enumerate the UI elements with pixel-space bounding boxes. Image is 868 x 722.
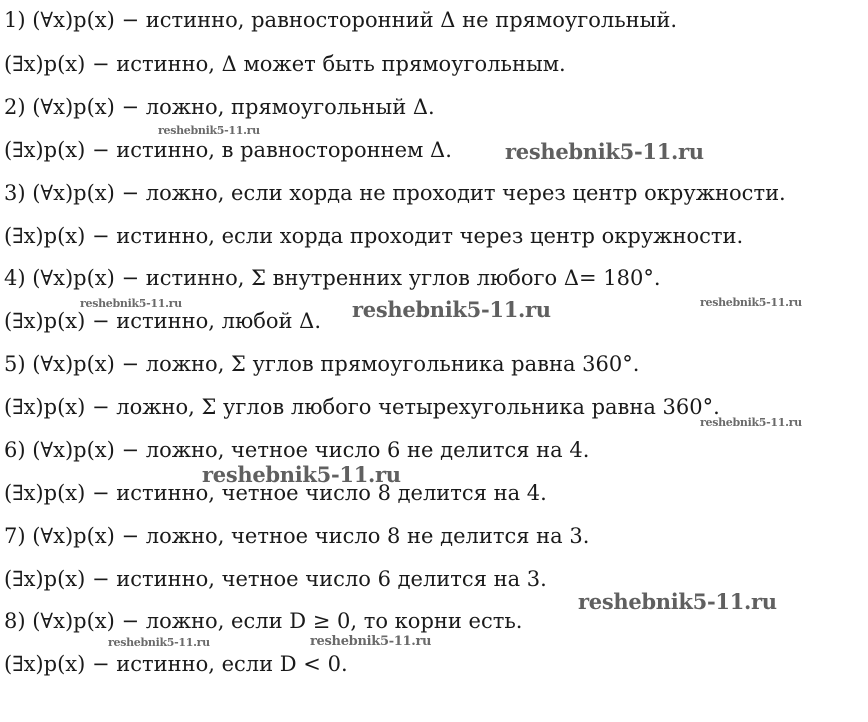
- answer-line-1-forall: 1) (∀x)p(x) − истинно, равносторонний Δ не прямоугольный.: [4, 8, 678, 32]
- watermark: reshebnik5-11.ru: [700, 296, 802, 309]
- watermark: reshebnik5-11.ru: [202, 462, 401, 487]
- answer-line-7-exists: (∃x)p(x) − истинно, четное число 6 делится на 3.: [4, 567, 547, 591]
- watermark: reshebnik5-11.ru: [505, 139, 704, 164]
- answer-line-1-exists: (∃x)p(x) − истинно, Δ может быть прямоугольным.: [4, 52, 566, 76]
- watermark: reshebnik5-11.ru: [310, 634, 432, 649]
- watermark: reshebnik5-11.ru: [80, 297, 182, 310]
- answer-line-5-forall: 5) (∀x)p(x) − ложно, Σ углов прямоугольника равна 360°.: [4, 352, 640, 376]
- answer-line-8-forall: 8) (∀x)p(x) − ложно, если D ≥ 0, то корни есть.: [4, 609, 523, 633]
- watermark: reshebnik5-11.ru: [578, 589, 777, 614]
- answer-line-6-forall: 6) (∀x)p(x) − ложно, четное число 6 не делится на 4.: [4, 438, 590, 462]
- answer-line-7-forall: 7) (∀x)p(x) − ложно, четное число 8 не делится на 3.: [4, 524, 590, 548]
- watermark: reshebnik5-11.ru: [108, 636, 210, 649]
- answer-line-5-exists: (∃x)p(x) − ложно, Σ углов любого четырехугольника равна 360°.: [4, 395, 720, 419]
- answer-line-2-exists: (∃x)p(x) − истинно, в равностороннем Δ.: [4, 138, 452, 162]
- answer-line-6-exists: (∃x)p(x) − истинно, четное число 8 делится на 4.: [4, 481, 547, 505]
- answer-line-4-forall: 4) (∀x)p(x) − истинно, Σ внутренних углов любого Δ= 180°.: [4, 266, 661, 290]
- watermark: reshebnik5-11.ru: [700, 416, 802, 429]
- answer-line-3-exists: (∃x)p(x) − истинно, если хорда проходит через центр окружности.: [4, 224, 744, 248]
- answer-line-2-forall: 2) (∀x)p(x) − ложно, прямоугольный Δ.: [4, 95, 435, 119]
- watermark: reshebnik5-11.ru: [352, 297, 551, 322]
- watermark: reshebnik5-11.ru: [158, 124, 260, 137]
- answer-line-4-exists: (∃x)p(x) − истинно, любой Δ.: [4, 309, 322, 333]
- answer-line-3-forall: 3) (∀x)p(x) − ложно, если хорда не проходит через центр окружности.: [4, 181, 786, 205]
- answer-line-8-exists: (∃x)p(x) − истинно, если D < 0.: [4, 652, 348, 676]
